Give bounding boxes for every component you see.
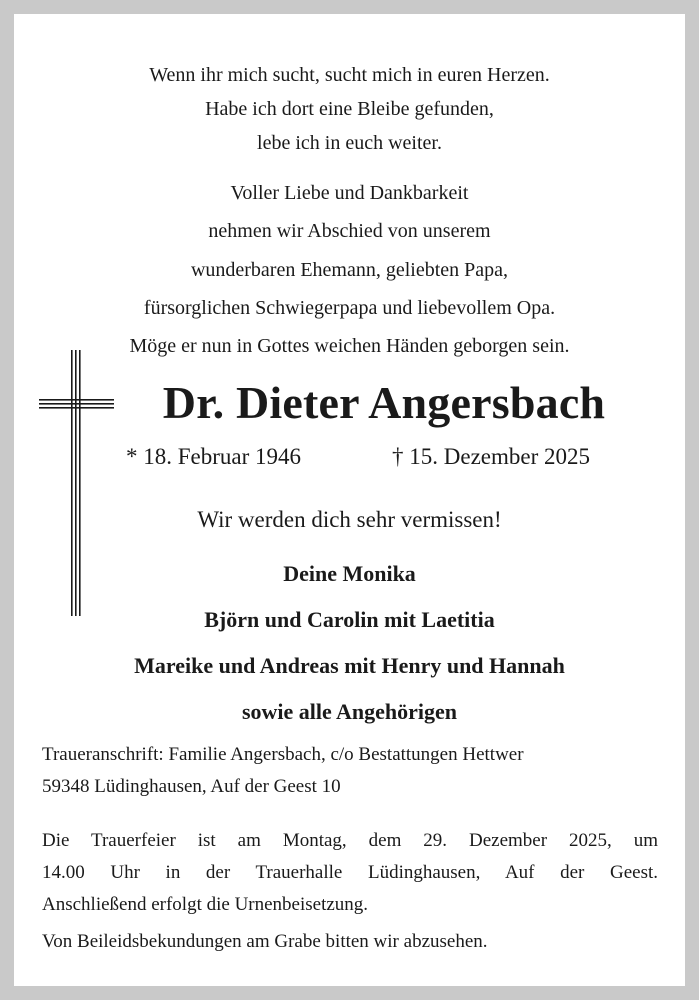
address-line: 59348 Lüdinghausen, Auf der Geest 10 xyxy=(42,776,341,797)
mourner-line: sowie alle Angehörigen xyxy=(241,699,458,724)
address-line: Traueranschrift: Familie Angersbach, c/o Bestattungen Hettwer xyxy=(42,744,524,765)
miss-message: Wir werden dich sehr vermissen! xyxy=(197,507,502,532)
ceremony-info xyxy=(42,825,658,921)
condolence-note: Von Beileidsbekundungen am Grabe bitten wir abzusehen. xyxy=(42,931,488,952)
dedication-line: Möge er nun in Gottes weichen Händen geborgen sein. xyxy=(129,335,570,358)
dedication-line: Voller Liebe und Dankbarkeit xyxy=(230,182,469,204)
poem-line: Habe ich dort eine Bleibe gefunden, xyxy=(205,98,494,120)
dedication-line: wunderbaren Ehemann, geliebten Papa, xyxy=(190,258,509,281)
ceremony-line: Die Trauerfeier ist am Montag, dem 29. Dezember 2025, um xyxy=(42,830,658,851)
mourner-line: Deine Monika xyxy=(283,561,416,586)
poem xyxy=(28,58,671,160)
dedication xyxy=(28,174,671,365)
mourning-address xyxy=(42,739,658,803)
deceased-name: Dr. Dieter Angersbach xyxy=(162,377,606,428)
death-date: † 15. Dezember 2025 xyxy=(392,444,590,469)
ceremony-line: 14.00 Uhr in der Trauerhalle Lüdinghausen, Auf der Geest. xyxy=(42,862,658,883)
birth-date: * 18. Februar 1946 xyxy=(126,444,302,469)
ceremony-line: Anschließend erfolgt die Urnenbeisetzung. xyxy=(42,894,369,915)
mourner-line: Mareike und Andreas mit Henry und Hannah xyxy=(134,653,565,678)
dedication-line: fürsorglichen Schwiegerpapa und liebevollem Opa. xyxy=(143,296,556,319)
mourner-line: Björn und Carolin mit Laetitia xyxy=(204,607,495,632)
dedication-line: nehmen wir Abschied von unserem xyxy=(208,220,491,243)
poem-line: lebe ich in euch weiter. xyxy=(257,132,442,154)
mourners-list xyxy=(14,551,685,735)
poem-line: Wenn ihr mich sucht, sucht mich in euren Herzen. xyxy=(149,64,550,86)
